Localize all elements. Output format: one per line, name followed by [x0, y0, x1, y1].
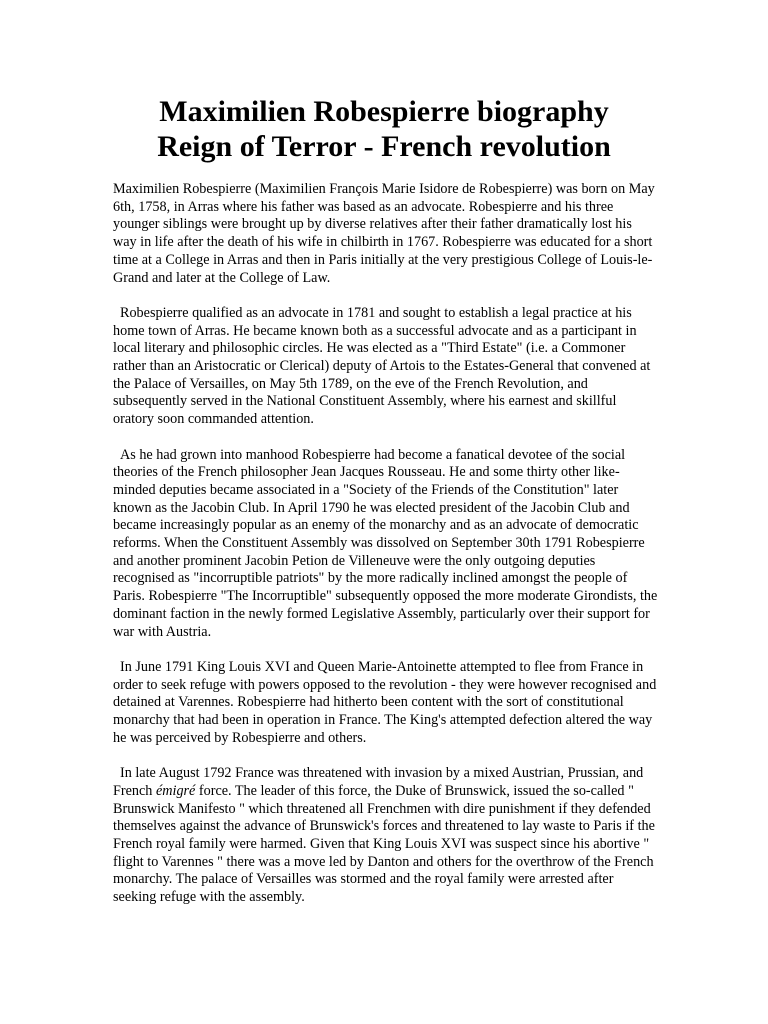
paragraph-2: Robespierre qualified as an advocate in 1781 and sought to establish a legal practice at his home town of Arras. He became known both as a successful advocate and as a participant in local literary and philosophic circles. He was elected as a "Third Estate" (i.e. a Commoner rather than an Aristocratic or Clerical) deputy of Artois to the Estates-General that convened at the Palace of Versailles, on May 5th 1789, on the eve of the French Revolution, and subsequently served in the National Constituent Assembly, where his earnest and skillful oratory soon commanded attention.	[113, 304, 651, 428]
emigre-emphasis: émigré	[155, 782, 196, 799]
paragraph-5-text-a: In late August 1792 France was threatened with invasion by a mixed Austrian, Prussian, and French	[113, 765, 644, 799]
paragraph-4: In June 1791 King Louis XVI and Queen Marie-Antoinette attempted to flee from France in order to seek refuge with powers opposed to the revolution - they were however recognised and detained at Varennes. Robespierre had hitherto been content with the sort of constitutional monarchy that had been in operation in France. The King's attempted defection altered the way he was perceived by Robespierre and others.	[113, 658, 657, 746]
body-text	[113, 181, 658, 924]
paragraph-3: As he had grown into manhood Robespierre had become a fanatical devotee of the social theories of the French philosopher Jean Jacques Rousseau. He and some thirty other like-minded deputies became associated in a "Society of the Friends of the Constitution" later known as the Jacobin Club. In April 1790 he was elected president of the Jacobin Club and became increasingly popular as an enemy of the monarchy and as an advocate of democratic reforms. When the Constituent Assembly was dissolved on September 30th 1791 Robespierre and another prominent Jacobin Petion de Villeneuve were the only outgoing deputies recognised as "incorruptible patriots" by the more radically inclined amongst the people of Paris. Robespierre "The Incorruptible" subsequently opposed the more moderate Girondists, the dominant faction in the newly formed Legislative Assembly, particularly over their support for war with Austria.	[113, 446, 658, 640]
paragraph-5-text-b: force. The leader of this force, the Duke of Brunswick, issued the so-called " Brunswick Manifesto " which threatened all Frenchmen with dire punishment if they defended themselves against the advance of Brunswick's forces and threatened to lay waste to Paris if the French royal family were harmed. Given that King Louis XVI was suspect since his abortive " flight to Varennes " there was a move led by Danton and others for the overthrow of the French monarchy. The palace of Versailles was stormed and the royal family were arrested after seeking refuge with the assembly.	[113, 782, 655, 906]
paragraph-1: Maximilien Robespierre (Maximilien François Marie Isidore de Robespierre) was born on May 6th, 1758, in Arras where his father was based as an advocate. Robespierre and his three younger siblings were brought up by diverse relatives after their father dramatically lost his way in life after the death of his wife in chilbirth in 1767. Robespierre was educated for a short time at a College in Arras and then in Paris initially at the very prestigious College of Louis-le-Grand and later at the College of Law.	[113, 181, 655, 286]
title-line-2: Reign of Terror - French revolution	[157, 130, 611, 163]
title-line-1: Maximilien Robespierre biography	[159, 95, 609, 128]
page-title	[0, 94, 768, 164]
paragraph-5	[113, 765, 658, 907]
